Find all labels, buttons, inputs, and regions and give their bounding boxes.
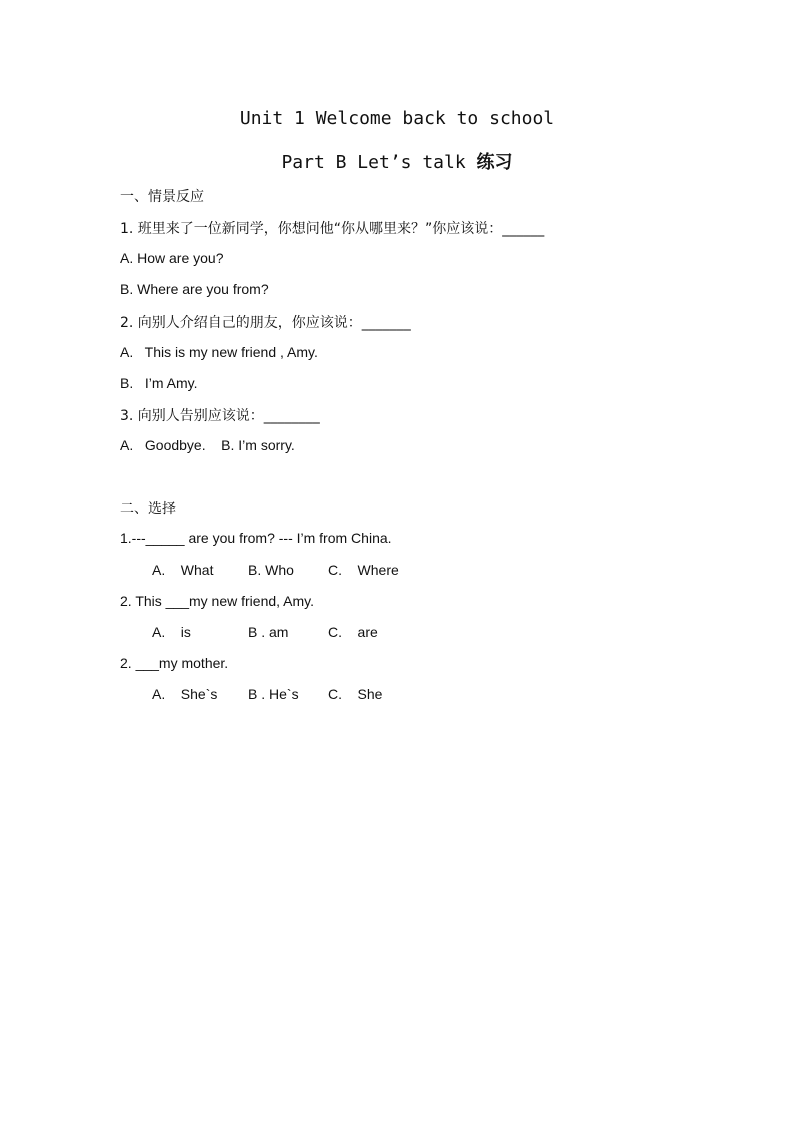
s2-q3-option-a: A. She`s [152,686,218,702]
s1-q1-option-b: B. Where are you from? [120,281,269,297]
s1-q1-option-a: A. How are you? [120,250,224,266]
s1-q2-option-b: B. I’m Amy. [120,375,198,391]
s2-q1-option-b: B. Who [248,562,294,578]
unit-title: Unit 1 Welcome back to school [239,108,555,129]
s2-q2-option-b: B . am [248,624,289,640]
lesson-title-cn: 练习 [476,152,513,173]
s1-q2-option-a: A. This is my new friend , Amy. [120,344,318,360]
s2-question-2: 2. This ___my new friend, Amy. [120,593,315,609]
s1-question-3: 3. 向别人告别应该说：________ [120,408,320,424]
lesson-title-en: Part B Let’s talk [281,152,466,173]
s2-q3-option-b: B . He`s [248,686,299,702]
s2-q2-option-a: A. is [152,624,191,640]
section2-heading: 二、选择 [120,501,176,517]
s2-question-1: 1.---_____ are you from? --- I’m from China. [120,530,392,546]
s2-question-3: 2. ___my mother. [120,655,229,671]
s1-question-2: 2. 向别人介绍自己的朋友，你应该说：_______ [120,315,411,331]
s1-question-1: 1. 班里来了一位新同学，你想问他“你从哪里来？”你应该说：______ [120,221,545,237]
section1-heading: 一、情景反应 [120,189,204,205]
s2-q2-option-c: C. are [328,624,378,640]
s1-q3-options: A. Goodbye. B. I’m sorry. [120,437,295,453]
lesson-title [0,148,794,174]
s2-q1-option-a: A. What [152,562,214,578]
s2-q1-option-c: C. Where [328,562,399,578]
s2-q3-option-c: C. She [328,686,383,702]
